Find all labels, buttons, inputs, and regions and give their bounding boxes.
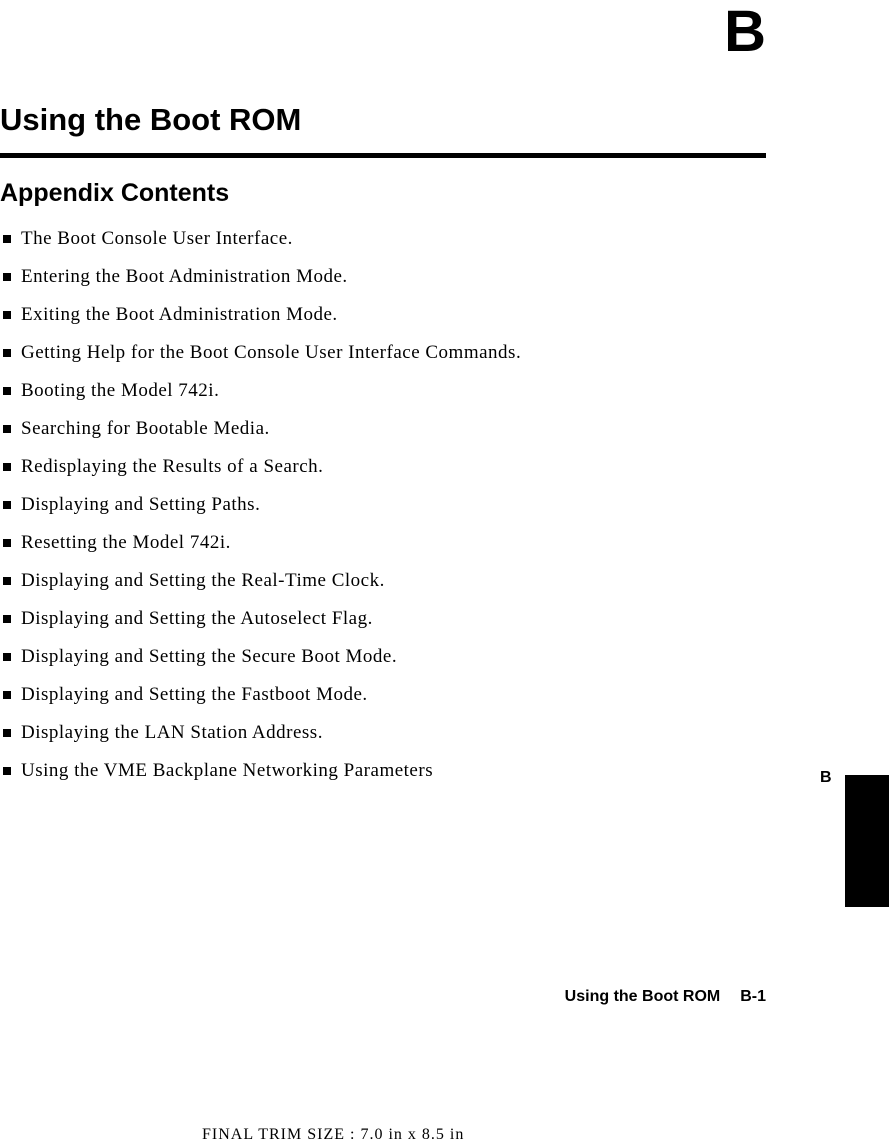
bullet-icon — [3, 729, 11, 737]
title-rule — [0, 153, 766, 158]
list-item-text: Displaying and Setting the Real-Time Clock. — [21, 570, 385, 591]
list-item — [0, 264, 521, 302]
trim-size-note: FINAL TRIM SIZE : 7.0 in x 8.5 in — [202, 1126, 465, 1143]
list-item — [0, 492, 521, 530]
contents-heading: Appendix Contents — [0, 179, 230, 207]
list-item-text: Booting the Model 742i. — [21, 380, 220, 401]
chapter-letter: B — [724, 0, 766, 64]
list-item-text: Exiting the Boot Administration Mode. — [21, 304, 338, 325]
list-item-text: Displaying and Setting the Secure Boot Mode. — [21, 646, 398, 667]
list-item — [0, 644, 521, 682]
bullet-icon — [3, 691, 11, 699]
bullet-icon — [3, 235, 11, 243]
list-item — [0, 378, 521, 416]
contents-list — [0, 226, 521, 796]
list-item — [0, 302, 521, 340]
bullet-icon — [3, 425, 11, 433]
list-item — [0, 340, 521, 378]
list-item — [0, 720, 521, 758]
list-item-text: Entering the Boot Administration Mode. — [21, 266, 348, 287]
thumb-tab — [845, 775, 889, 907]
bullet-icon — [3, 349, 11, 357]
list-item — [0, 606, 521, 644]
bullet-icon — [3, 273, 11, 281]
list-item-text: Displaying and Setting the Autoselect Flag. — [21, 608, 373, 629]
bullet-icon — [3, 387, 11, 395]
list-item — [0, 530, 521, 568]
bullet-icon — [3, 501, 11, 509]
page-title: Using the Boot ROM — [0, 102, 302, 137]
bullet-icon — [3, 311, 11, 319]
page-number: B-1 — [740, 988, 766, 1005]
list-item — [0, 226, 521, 264]
thumb-tab-letter: B — [820, 769, 832, 786]
running-footer — [565, 985, 766, 1009]
list-item-text: The Boot Console User Interface. — [21, 228, 293, 249]
list-item-text: Using the VME Backplane Networking Parameters — [21, 760, 434, 781]
bullet-icon — [3, 653, 11, 661]
bullet-icon — [3, 577, 11, 585]
bullet-icon — [3, 463, 11, 471]
list-item-text: Displaying and Setting Paths. — [21, 494, 261, 515]
footer-title: Using the Boot ROM — [564, 988, 721, 1005]
list-item — [0, 568, 521, 606]
list-item-text: Redisplaying the Results of a Search. — [21, 456, 324, 477]
bullet-icon — [3, 767, 11, 775]
bullet-icon — [3, 539, 11, 547]
list-item-text: Resetting the Model 742i. — [21, 532, 231, 553]
list-item-text: Displaying and Setting the Fastboot Mode. — [21, 684, 368, 705]
list-item-text: Displaying the LAN Station Address. — [21, 722, 323, 743]
list-item-text: Getting Help for the Boot Console User Interface Commands. — [21, 342, 522, 363]
list-item — [0, 454, 521, 492]
bullet-icon — [3, 615, 11, 623]
list-item-text: Searching for Bootable Media. — [21, 418, 270, 439]
list-item — [0, 758, 521, 796]
list-item — [0, 416, 521, 454]
list-item — [0, 682, 521, 720]
